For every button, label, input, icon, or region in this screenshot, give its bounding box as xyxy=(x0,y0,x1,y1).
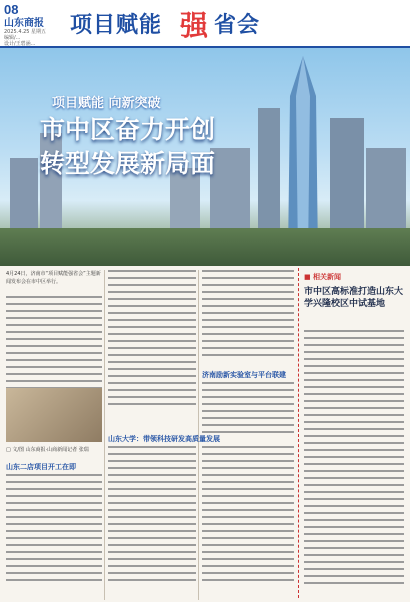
banner-accent: 强 xyxy=(180,9,210,42)
column-divider xyxy=(104,270,105,600)
editor-line: 编辑/... xyxy=(4,35,21,41)
headline-line-2: 转型发展新局面 xyxy=(40,149,216,178)
building xyxy=(258,108,280,228)
photo-caption: □ 文/图 山东商报·山商新闻记者 张瑞 xyxy=(6,447,89,453)
headline-line-1: 市中区奋力开创 xyxy=(40,115,216,144)
building xyxy=(210,148,250,228)
date-line: 2025.4.25 星期五 xyxy=(4,29,47,35)
building xyxy=(10,158,38,228)
article-text-column-1b xyxy=(6,474,102,586)
article-text-column-2b xyxy=(108,446,196,586)
subhead: 山东大学：带领科技研发高质量发展 xyxy=(108,435,220,443)
article-text-column-1 xyxy=(6,296,102,401)
building xyxy=(330,118,364,228)
article-text-column-3c xyxy=(202,446,294,586)
building xyxy=(366,148,406,228)
article-text-column-3b xyxy=(202,382,294,438)
article-text-column-2 xyxy=(108,270,196,410)
subhead: 山东二店项目开工在即 xyxy=(6,463,76,471)
banner-left: 项目赋能 xyxy=(70,13,163,38)
article-text-column-3 xyxy=(202,270,294,361)
paper-name: 山东商报 xyxy=(4,18,44,29)
banner-right: 省会 xyxy=(214,13,261,38)
hero-kicker: 项目赋能 向新突破 xyxy=(52,96,161,111)
sidebar-text xyxy=(304,330,404,589)
hero-photo xyxy=(0,48,410,266)
subhead: 济南励新实验室与平台联建 xyxy=(202,371,286,379)
section-banner xyxy=(56,6,396,42)
sidebar-title: 市中区高标准打造山东大学兴隆校区中试基地 xyxy=(304,287,404,309)
masthead xyxy=(0,0,410,48)
sidebar-tag: ■ 相关新闻 xyxy=(304,273,342,281)
article-lead: 4月24日，济南市“项目赋能强省会”主题新闻发布会在市中区举行。 xyxy=(6,271,101,285)
greenery xyxy=(0,228,410,266)
page-number: 08 xyxy=(4,2,19,17)
design-line: 设计/王碧涵... xyxy=(4,41,36,47)
tower-illustration xyxy=(282,56,324,256)
inset-photo xyxy=(6,388,102,442)
